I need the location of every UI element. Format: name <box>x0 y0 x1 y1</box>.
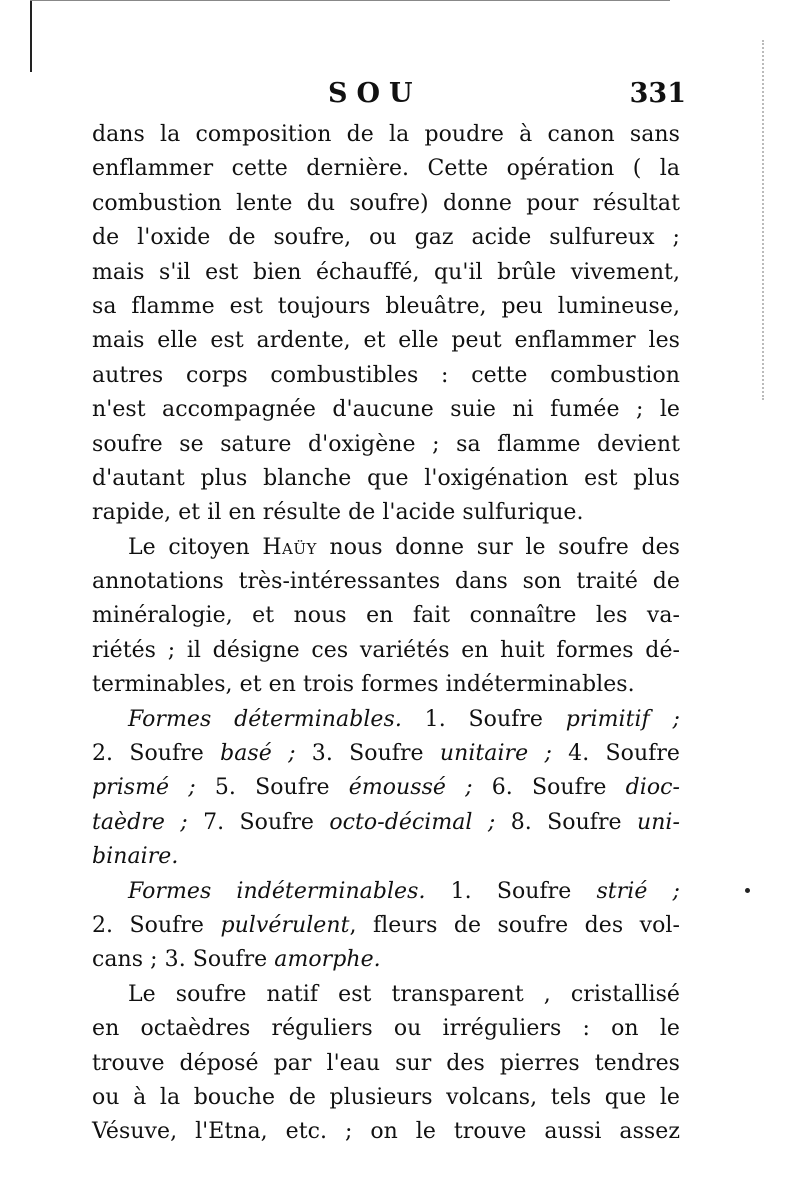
text-line: autres corps combustibles : cette combustion <box>92 362 680 388</box>
body-text <box>92 118 680 1150</box>
text-line <box>92 531 680 565</box>
text-line: soufre se sature d'oxigène ; sa flamme devient <box>92 431 680 457</box>
italic-heading: Formes déterminables. <box>128 706 402 732</box>
variety-name: pulvérulent <box>220 912 350 938</box>
page-number: 331 <box>629 78 686 109</box>
italic-heading: Formes indéterminables. <box>128 878 426 904</box>
line-segment: 3. Soufre <box>295 741 440 767</box>
line-segment: cans ; 3. Soufre <box>92 947 275 973</box>
variety-name: octo-décimal ; <box>329 809 496 835</box>
line-segment: 2. Soufre <box>92 912 221 938</box>
text-line: ou à la bouche de plusieurs volcans, tels que le <box>92 1084 680 1110</box>
text-line: combustion lente du soufre) donne pour résultat <box>92 190 680 216</box>
line-segment: 1. Soufre <box>425 878 597 904</box>
variety-name: strié ; <box>596 878 680 904</box>
text-line: enflammer cette dernière. Cette opération ( la <box>92 156 680 182</box>
text-line: sa flamme est toujours bleuâtre, peu lumineuse, <box>92 293 680 319</box>
text-line: riétés ; il désigne ces variétés en huit formes dé- <box>92 637 680 663</box>
line-segment: nous donne sur le soufre des <box>316 534 680 560</box>
text-line <box>92 771 680 805</box>
text-line: mais s'il est bien échauffé, qu'il brûle vivement, <box>92 259 680 285</box>
variety-name: uni- <box>636 809 680 835</box>
variety-name: taèdre ; <box>92 809 188 835</box>
page-edge-rule <box>30 0 32 72</box>
line-segment: 8. Soufre <box>495 809 637 835</box>
line-segment: 6. Soufre <box>472 775 626 801</box>
variety-name: dioc- <box>625 775 680 801</box>
running-head: SOU <box>328 78 422 109</box>
text-line <box>92 875 680 909</box>
text-line <box>92 806 680 840</box>
variety-name: émoussé ; <box>348 775 473 801</box>
text-line: de l'oxide de soufre, ou gaz acide sulfureux ; <box>92 225 680 251</box>
text-line <box>92 943 680 977</box>
line-segment: 4. Soufre <box>551 741 681 767</box>
page-header <box>92 78 686 118</box>
variety-name: primitif ; <box>565 706 680 732</box>
text-line: Vésuve, l'Etna, etc. ; on le trouve aussi assez <box>92 1119 680 1145</box>
line-segment: 5. Soufre <box>195 775 349 801</box>
line-segment: 7. Soufre <box>187 809 330 835</box>
line-segment: 1. Soufre <box>401 706 566 732</box>
text-line: dans la composition de la poudre à canon sans <box>92 122 680 147</box>
variety-name: amorphe. <box>274 947 381 973</box>
text-line <box>92 840 680 874</box>
text-line: trouve déposé par l'eau sur des pierres tendres <box>92 1050 680 1076</box>
text-line: annotations très-intéressantes dans son traité de <box>92 569 680 595</box>
text-line: rapide, et il en résulte de l'acide sulfurique. <box>92 500 584 526</box>
text-line <box>92 703 680 737</box>
text-line: mais elle est ardente, et elle peut enflammer les <box>92 328 680 354</box>
text-line: Le soufre natif est transparent , cristallisé <box>128 981 680 1007</box>
author-name: Haüy <box>262 534 317 560</box>
ink-speck <box>745 888 750 893</box>
text-line <box>92 737 680 771</box>
text-line: en octaèdres réguliers ou irréguliers : on le <box>92 1016 680 1042</box>
line-segment: Le citoyen <box>128 534 263 560</box>
line-segment: , fleurs de soufre des vol- <box>349 912 681 938</box>
text-line <box>92 909 680 943</box>
variety-name: binaire. <box>92 844 179 870</box>
variety-name: prismé ; <box>92 775 196 801</box>
variety-name: unitaire ; <box>439 741 552 767</box>
text-line: terminables, et en trois formes indéterminables. <box>92 672 635 698</box>
text-line: n'est accompagnée d'aucune suie ni fumée ; le <box>92 397 680 423</box>
margin-dots <box>762 40 770 400</box>
line-segment: 2. Soufre <box>92 741 221 767</box>
variety-name: basé ; <box>220 741 296 767</box>
page-top-rule <box>30 0 670 1</box>
text-line: minéralogie, et nous en fait connaître les va- <box>92 603 680 629</box>
text-line: d'autant plus blanche que l'oxigénation est plus <box>92 465 680 491</box>
